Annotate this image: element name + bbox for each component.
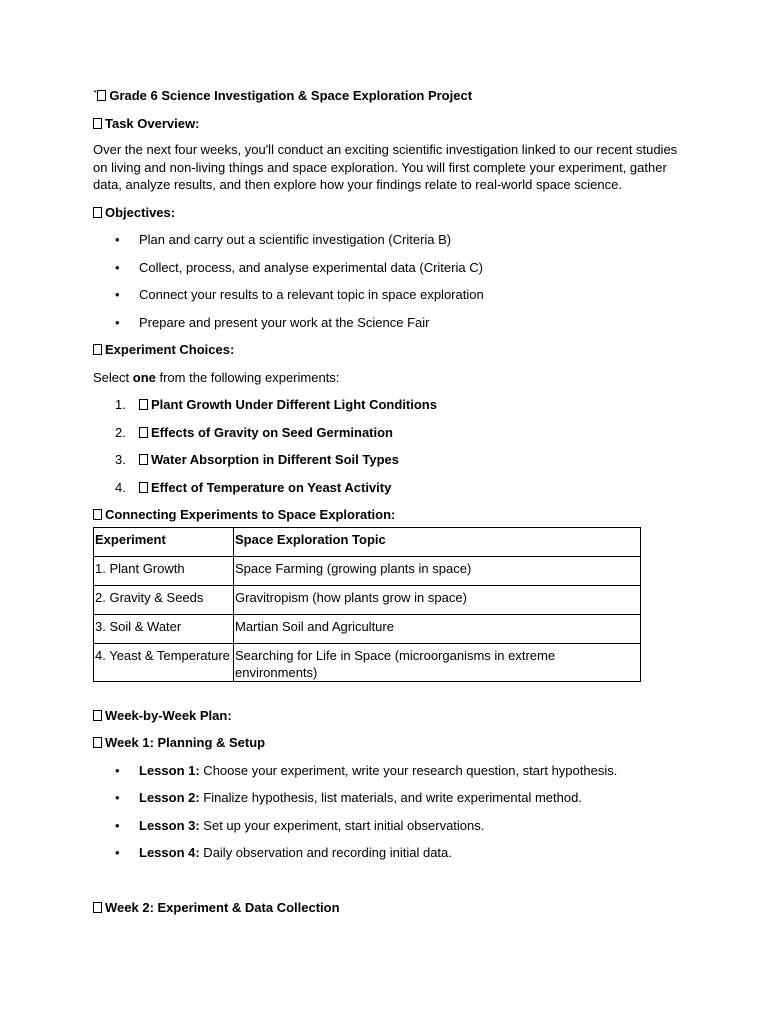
bullet-icon: •	[115, 845, 120, 860]
table-cell: Martian Soil and Agriculture	[234, 614, 641, 643]
table-cell: 2. Gravity & Seeds	[94, 585, 234, 614]
table-row	[94, 614, 641, 643]
objectives-heading	[93, 204, 683, 222]
lesson-label: Lesson 1:	[139, 762, 200, 778]
lesson-item	[93, 789, 683, 817]
item-number: 1.	[115, 397, 126, 412]
experiment-item	[93, 451, 683, 479]
table-cell: Space Farming (growing plants in space)	[234, 556, 641, 585]
table-header-cell: Space Exploration Topic	[234, 527, 641, 556]
heading-text: Week 1: Planning & Setup	[105, 735, 266, 750]
select-instruction	[93, 369, 683, 387]
lesson-text: Set up your experiment, start initial observations.	[199, 817, 485, 833]
list-item	[93, 231, 683, 259]
title-text: Grade 6 Science Investigation & Space Exploration Project	[109, 88, 473, 103]
experiment-label: Effect of Temperature on Yeast Activity	[151, 479, 392, 495]
select-text-post: from the following experiments:	[155, 369, 340, 385]
overview-paragraph: Over the next four weeks, you'll conduct an exciting scientific investigation linked to our recent studies on living and non-living things and space exploration. You will first complete your experiment, gather data, analyze results, and then explore how your findings relate to real-world space science.	[93, 142, 678, 192]
document-title	[93, 87, 683, 105]
objectives-list	[93, 231, 683, 331]
bullet-icon: •	[115, 287, 120, 302]
table-header-row	[94, 527, 641, 556]
experiment-item	[93, 479, 683, 497]
placeholder-glyph-icon	[139, 399, 148, 410]
lesson-label: Lesson 2:	[139, 790, 200, 805]
list-item-text: Plan and carry out a scientific investigation (Criteria B)	[139, 232, 452, 247]
placeholder-glyph-icon	[139, 427, 148, 438]
heading-text: Task Overview:	[105, 115, 200, 131]
lesson-label: Lesson 3:	[139, 817, 200, 833]
experiment-label: Plant Growth Under Different Light Conditions	[151, 397, 437, 412]
table-cell: 1. Plant Growth	[94, 556, 234, 585]
placeholder-glyph-icon	[93, 509, 102, 520]
lesson-item	[93, 844, 683, 862]
placeholder-glyph-icon	[93, 902, 102, 913]
heading-text: Week 2: Experiment & Data Collection	[105, 899, 340, 915]
table-cell: Gravitropism (how plants grow in space)	[234, 585, 641, 614]
bullet-icon: •	[115, 817, 120, 833]
placeholder-glyph-icon	[93, 710, 102, 721]
experiments-list	[93, 396, 683, 496]
table-row	[94, 643, 641, 681]
lesson-item	[93, 817, 683, 845]
lesson-text: Finalize hypothesis, list materials, and write experimental method.	[199, 790, 582, 805]
week1-lessons-list	[93, 762, 683, 862]
bullet-icon: •	[115, 790, 120, 805]
bullet-icon: •	[115, 259, 120, 275]
list-item-text: Prepare and present your work at the Science Fair	[139, 314, 430, 330]
week1-heading	[93, 734, 683, 752]
placeholder-glyph-icon	[93, 118, 102, 129]
placeholder-glyph-icon	[139, 482, 148, 493]
bullet-icon: •	[115, 762, 120, 778]
document-body	[93, 87, 683, 916]
table-header-cell: Experiment	[94, 527, 234, 556]
item-number: 3.	[115, 452, 126, 467]
task-overview-heading	[93, 115, 683, 133]
heading-text: Week-by-Week Plan:	[105, 707, 232, 723]
title-prefix: `	[93, 88, 98, 103]
experiment-label: Water Absorption in Different Soil Types	[151, 452, 399, 467]
bullet-icon: •	[115, 314, 120, 330]
experiment-item	[93, 424, 683, 452]
week2-heading	[93, 899, 683, 917]
lesson-text: Choose your experiment, write your research question, start hypothesis.	[199, 762, 618, 778]
list-item	[93, 314, 683, 332]
table-cell: Searching for Life in Space (microorganisms in extreme environments)	[234, 643, 641, 681]
placeholder-glyph-icon	[93, 737, 102, 748]
list-item	[93, 286, 683, 314]
item-number: 2.	[115, 424, 126, 440]
heading-text: Experiment Choices:	[105, 342, 235, 357]
lesson-text: Daily observation and recording initial data.	[199, 845, 452, 860]
table-row	[94, 556, 641, 585]
experiment-item	[93, 396, 683, 424]
placeholder-glyph-icon	[93, 344, 102, 355]
experiment-space-table	[93, 527, 641, 682]
experiment-choices-heading	[93, 341, 683, 359]
bullet-icon: •	[115, 232, 120, 247]
table-cell: 3. Soil & Water	[94, 614, 234, 643]
placeholder-glyph-icon	[97, 90, 106, 101]
lesson-item	[93, 762, 683, 790]
heading-text: Connecting Experiments to Space Exploration:	[105, 507, 396, 522]
list-item	[93, 259, 683, 287]
heading-text: Objectives:	[105, 204, 176, 220]
list-item-text: Collect, process, and analyse experimental data (Criteria C)	[139, 259, 483, 275]
placeholder-glyph-icon	[93, 207, 102, 218]
select-text-bold: one	[132, 369, 156, 385]
item-number: 4.	[115, 479, 126, 495]
experiment-label: Effects of Gravity on Seed Germination	[151, 424, 393, 440]
lesson-label: Lesson 4:	[139, 845, 200, 860]
select-text-pre: Select	[93, 369, 133, 385]
connecting-heading	[93, 506, 683, 524]
placeholder-glyph-icon	[139, 454, 148, 465]
week-plan-heading	[93, 707, 683, 725]
table-row	[94, 585, 641, 614]
list-item-text: Connect your results to a relevant topic in space exploration	[139, 287, 484, 302]
table-cell: 4. Yeast & Temperature	[94, 643, 234, 681]
